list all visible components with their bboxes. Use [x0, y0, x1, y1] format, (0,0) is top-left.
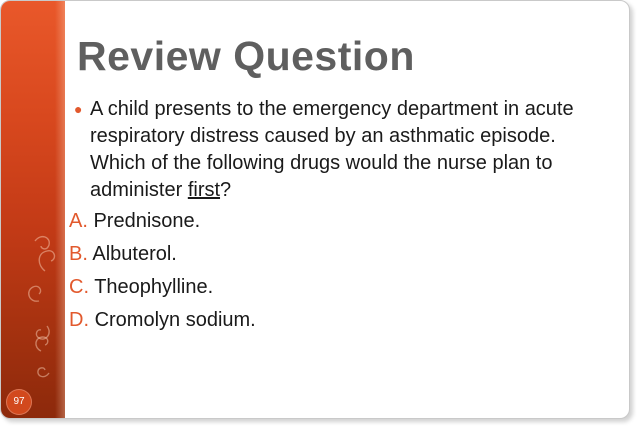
question-emphasis: first [187, 179, 221, 201]
question-text-end: ? [220, 179, 232, 201]
option-letter: C. [69, 276, 89, 298]
option-d [69, 307, 614, 334]
slide-content [69, 96, 614, 340]
option-text: Albuterol. [92, 243, 177, 265]
option-b [69, 241, 614, 268]
question-text [74, 96, 614, 204]
option-c [69, 274, 614, 301]
option-a [69, 208, 614, 235]
bullet-icon: ● [74, 101, 83, 117]
option-text: Prednisone. [93, 210, 201, 232]
page-number-badge: 97 [6, 389, 32, 415]
question-text-main: A child presents to the emergency department in acute respiratory distress caused by an asthmatic episode. Which of the following drugs would the nurse plan to administer [90, 98, 574, 201]
swirl-ornament-icon [1, 1, 65, 419]
option-letter: A. [69, 210, 88, 232]
option-text: Theophylline. [94, 276, 214, 298]
option-text: Cromolyn sodium. [94, 309, 256, 331]
slide-title: Review Question [77, 33, 415, 79]
option-letter: D. [69, 309, 89, 331]
option-letter: B. [69, 243, 88, 265]
